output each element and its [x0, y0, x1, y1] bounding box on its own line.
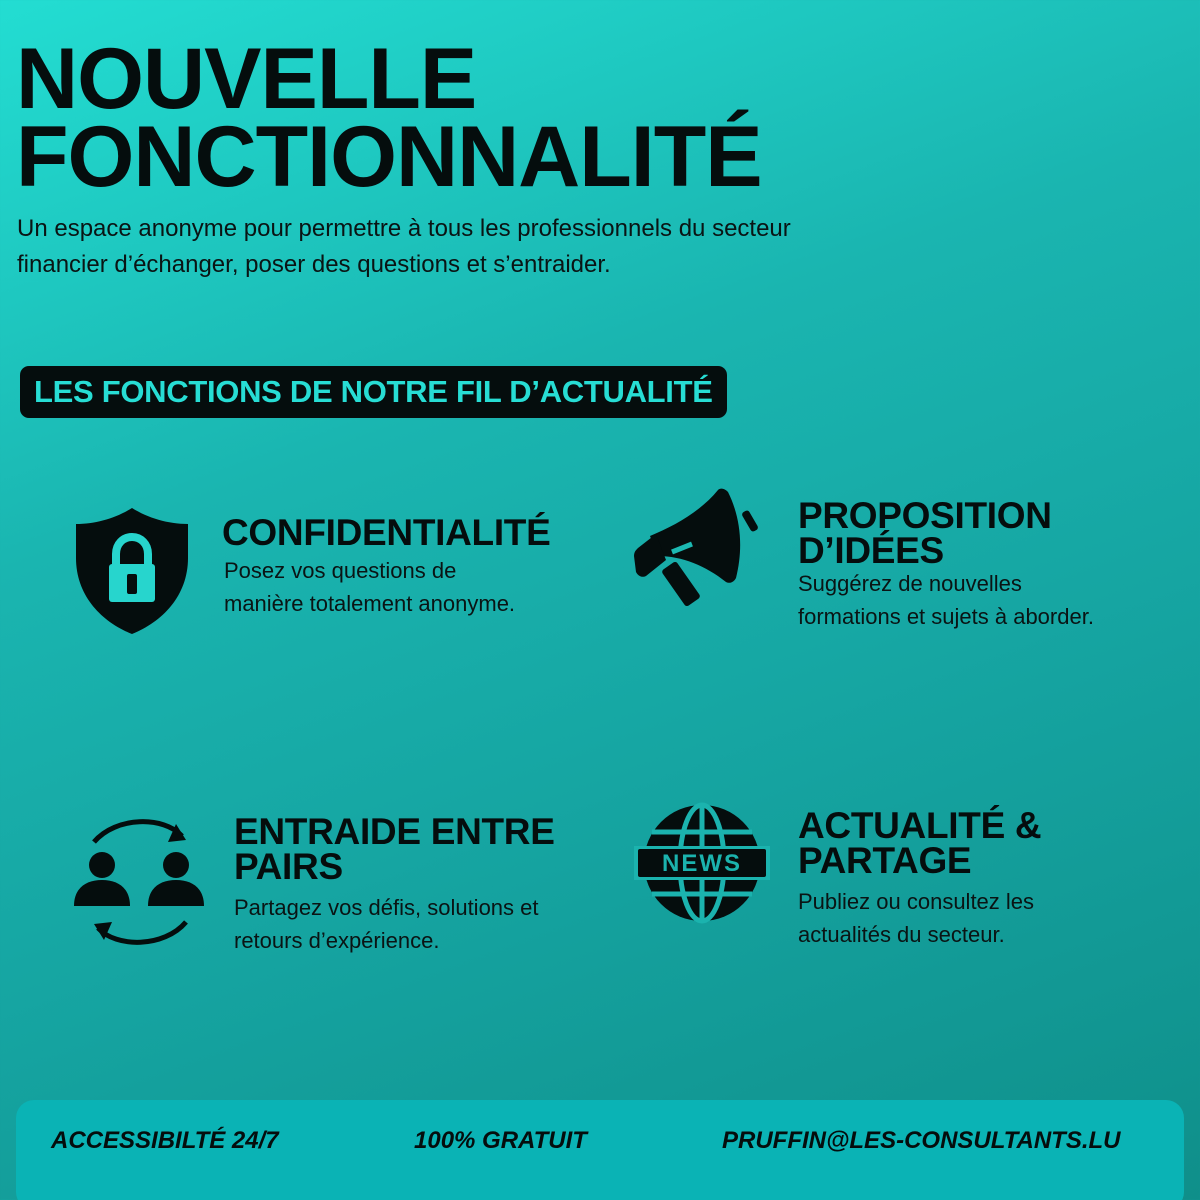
feature-desc-confidentialite	[224, 554, 515, 620]
feature-desc-line: Partagez vos défis, solutions et	[234, 895, 539, 920]
peer-exchange-icon	[72, 810, 208, 950]
footer-email-link[interactable]: PRUFFIN@LES-CONSULTANTS.LU	[722, 1127, 1121, 1154]
feature-title-line: D’IDÉES	[798, 530, 944, 571]
feature-desc-line: actualités du secteur.	[798, 922, 1005, 947]
feature-desc-line: Publiez ou consultez les	[798, 889, 1035, 914]
feature-title-line: PROPOSITION	[798, 495, 1052, 536]
section-label: LES FONCTIONS DE NOTRE FIL D’ACTUALITÉ	[20, 366, 727, 418]
feature-desc-line: Posez vos questions de	[224, 558, 457, 583]
news-label: NEWS	[662, 850, 742, 877]
feature-title-confidentialite: CONFIDENTIALITÉ	[222, 512, 551, 553]
intro-text: Un espace anonyme pour permettre à tous les professionnels du secteur financier d’échanger, poser des questions et s’entraider.	[17, 215, 791, 278]
feature-desc-actualite	[798, 885, 1034, 951]
page-title-line2: FONCTIONNALITÉ	[16, 109, 762, 205]
footer-free: 100% GRATUIT	[414, 1127, 587, 1154]
feature-title-line: ENTRAIDE ENTRE	[234, 811, 555, 852]
page-title	[16, 31, 762, 205]
feature-title-line: PAIRS	[234, 846, 343, 887]
feature-desc-line: formations et sujets à aborder.	[798, 604, 1094, 629]
feature-title-entraide	[234, 811, 555, 887]
feature-title-line: PARTAGE	[798, 840, 972, 881]
shield-lock-icon	[74, 506, 190, 636]
feature-desc-entraide	[234, 891, 539, 957]
news-globe-icon	[634, 802, 770, 924]
feature-title-proposition	[798, 495, 1052, 571]
feature-desc-line: manière totalement anonyme.	[224, 591, 516, 616]
feature-title-line: ACTUALITÉ &	[798, 805, 1042, 846]
page-title-line1: NOUVELLE	[16, 31, 477, 127]
footer-accessibility: ACCESSIBILTÉ 24/7	[51, 1127, 279, 1154]
feature-title-actualite	[798, 805, 1042, 881]
feature-desc-proposition	[798, 567, 1094, 633]
feature-desc-line: Suggérez de nouvelles	[798, 571, 1022, 596]
footer-bar	[16, 1100, 1184, 1200]
megaphone-icon	[632, 486, 768, 612]
feature-desc-line: retours d’expérience.	[234, 928, 440, 953]
